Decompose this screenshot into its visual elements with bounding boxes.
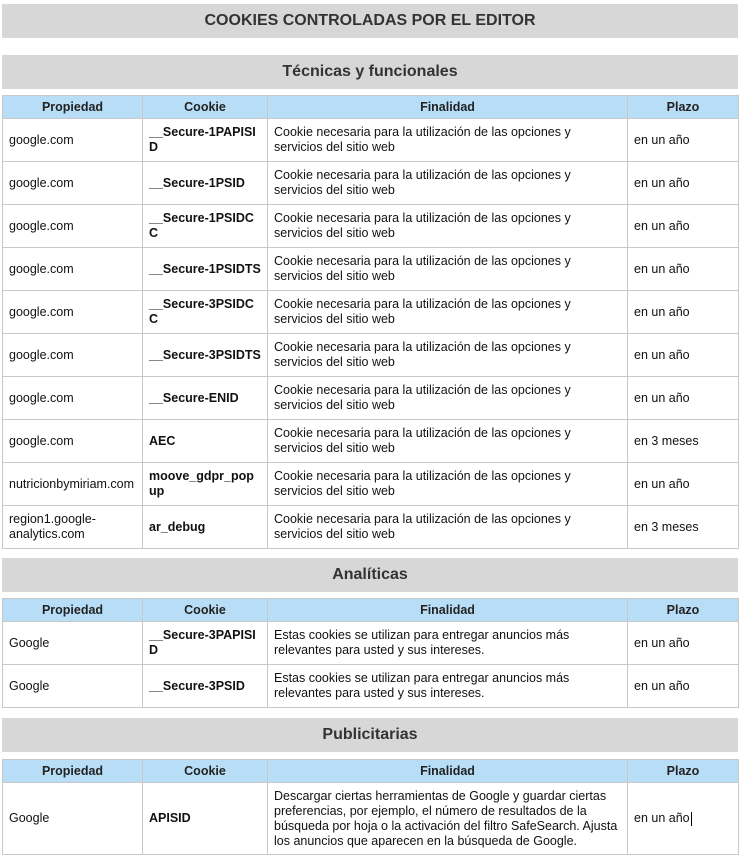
cell-property: Google <box>3 622 143 665</box>
cell-cookie: APISID <box>143 783 268 855</box>
cell-cookie: __Secure-3PSIDTS <box>143 334 268 377</box>
header-purpose: Finalidad <box>268 599 628 622</box>
table-row <box>3 506 739 549</box>
cell-purpose: Cookie necesaria para la utilización de las opciones y servicios del sitio web <box>268 420 628 463</box>
cell-purpose: Cookie necesaria para la utilización de las opciones y servicios del sitio web <box>268 205 628 248</box>
cell-property: google.com <box>3 334 143 377</box>
cell-term: en 3 meses <box>628 506 739 549</box>
section-title-publicitarias: Publicitarias <box>2 718 738 752</box>
cell-purpose: Cookie necesaria para la utilización de las opciones y servicios del sitio web <box>268 334 628 377</box>
cell-purpose: Estas cookies se utilizan para entregar anuncios más relevantes para usted y sus intereses. <box>268 665 628 708</box>
header-property: Propiedad <box>3 760 143 783</box>
table-row <box>3 291 739 334</box>
cookie-table-analiticas <box>2 598 739 708</box>
table-row <box>3 377 739 420</box>
table-row <box>3 334 739 377</box>
header-purpose: Finalidad <box>268 760 628 783</box>
cell-term: en un año <box>628 665 739 708</box>
cell-term: en un año <box>628 119 739 162</box>
table-row <box>3 622 739 665</box>
cell-purpose: Cookie necesaria para la utilización de las opciones y servicios del sitio web <box>268 377 628 420</box>
table-header-row <box>3 599 739 622</box>
cell-cookie: moove_gdpr_popup <box>143 463 268 506</box>
header-property: Propiedad <box>3 599 143 622</box>
table-row <box>3 420 739 463</box>
cell-property: region1.google-analytics.com <box>3 506 143 549</box>
cell-purpose: Cookie necesaria para la utilización de las opciones y servicios del sitio web <box>268 291 628 334</box>
cell-term: en un año <box>628 622 739 665</box>
cell-term: en un año <box>628 783 739 855</box>
cell-property: google.com <box>3 420 143 463</box>
cell-cookie: __Secure-1PSIDCC <box>143 205 268 248</box>
header-term: Plazo <box>628 760 739 783</box>
cell-cookie: __Secure-ENID <box>143 377 268 420</box>
cookie-table-tecnicas <box>2 95 739 549</box>
cell-property: google.com <box>3 291 143 334</box>
header-purpose: Finalidad <box>268 96 628 119</box>
cell-property: google.com <box>3 248 143 291</box>
cell-term: en 3 meses <box>628 420 739 463</box>
table-row <box>3 248 739 291</box>
cell-property: google.com <box>3 162 143 205</box>
section-title-analiticas: Analíticas <box>2 558 738 592</box>
cell-term: en un año <box>628 205 739 248</box>
cell-property: Google <box>3 665 143 708</box>
header-property: Propiedad <box>3 96 143 119</box>
cell-purpose: Cookie necesaria para la utilización de las opciones y servicios del sitio web <box>268 463 628 506</box>
header-term: Plazo <box>628 599 739 622</box>
header-cookie: Cookie <box>143 599 268 622</box>
table-row <box>3 463 739 506</box>
cell-purpose: Cookie necesaria para la utilización de las opciones y servicios del sitio web <box>268 506 628 549</box>
cell-purpose: Cookie necesaria para la utilización de las opciones y servicios del sitio web <box>268 119 628 162</box>
header-cookie: Cookie <box>143 760 268 783</box>
table-header-row <box>3 96 739 119</box>
cell-property: google.com <box>3 377 143 420</box>
cell-property: google.com <box>3 205 143 248</box>
cell-term: en un año <box>628 377 739 420</box>
cell-cookie: __Secure-3PAPISID <box>143 622 268 665</box>
cell-cookie: __Secure-1PSIDTS <box>143 248 268 291</box>
cell-term: en un año <box>628 248 739 291</box>
cell-property: google.com <box>3 119 143 162</box>
cell-purpose: Descargar ciertas herramientas de Google y guardar ciertas preferencias, por ejemplo, el número de resultados de la búsqueda por hoja o la activación del filtro SafeSearch. Ajusta los anuncios que aparecen en la búsqueda de Google. <box>268 783 628 855</box>
cell-term: en un año <box>628 291 739 334</box>
header-term: Plazo <box>628 96 739 119</box>
cell-term: en un año <box>628 463 739 506</box>
table-row <box>3 665 739 708</box>
table-row <box>3 162 739 205</box>
cell-property: Google <box>3 783 143 855</box>
section-title-tecnicas: Técnicas y funcionales <box>2 55 738 89</box>
cell-purpose: Cookie necesaria para la utilización de las opciones y servicios del sitio web <box>268 162 628 205</box>
cookie-table-publicitarias <box>2 759 739 855</box>
cell-cookie: __Secure-3PSIDCC <box>143 291 268 334</box>
table-header-row <box>3 760 739 783</box>
table-row <box>3 205 739 248</box>
cell-term: en un año <box>628 334 739 377</box>
cell-property: nutricionbymiriam.com <box>3 463 143 506</box>
cell-purpose: Estas cookies se utilizan para entregar anuncios más relevantes para usted y sus intereses. <box>268 622 628 665</box>
cell-cookie: __Secure-1PSID <box>143 162 268 205</box>
table-row <box>3 119 739 162</box>
table-row <box>3 783 739 855</box>
cell-term: en un año <box>628 162 739 205</box>
page-title: COOKIES CONTROLADAS POR EL EDITOR <box>2 4 738 38</box>
cell-purpose: Cookie necesaria para la utilización de las opciones y servicios del sitio web <box>268 248 628 291</box>
cell-cookie: __Secure-1PAPISID <box>143 119 268 162</box>
header-cookie: Cookie <box>143 96 268 119</box>
text-caret <box>691 812 692 826</box>
cell-cookie: __Secure-3PSID <box>143 665 268 708</box>
cell-cookie: ar_debug <box>143 506 268 549</box>
cell-cookie: AEC <box>143 420 268 463</box>
